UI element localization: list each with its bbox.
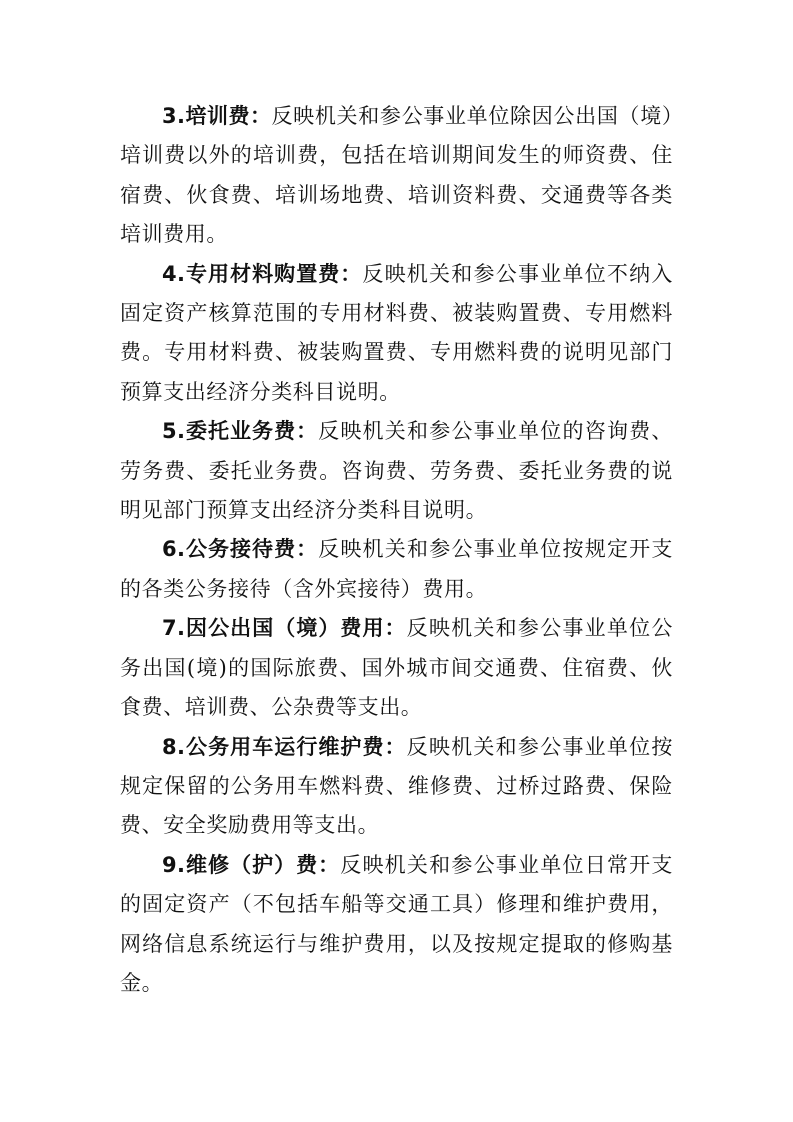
document-page <box>120 97 673 1003</box>
item-description: 反映机关和参公事业单位的咨询费、劳务费、委托业务费。咨询费、劳务费、委托业务费的说明见部门预算支出经济分类科目说明。 <box>120 419 673 523</box>
item-training-fee <box>120 97 673 255</box>
item-special-materials-fee <box>120 255 673 413</box>
item-term: 3.培训费： <box>162 104 272 128</box>
item-description: 反映机关和参公事业单位日常开支的固定资产（不包括车船等交通工具）修理和维护费用，网络信息系统运行与维护费用，以及按规定提取的修购基金。 <box>120 852 673 995</box>
item-entrusted-business-fee <box>120 412 673 530</box>
item-term: 4.专用材料购置费： <box>162 261 363 286</box>
item-term: 9.维修（护）费： <box>162 852 341 877</box>
item-overseas-travel-fee <box>120 609 673 727</box>
item-term: 6.公务接待费： <box>162 537 319 562</box>
item-official-vehicle-fee <box>120 728 673 846</box>
item-term: 7.因公出国（境）费用： <box>162 616 407 641</box>
item-description: 反映机关和参公事业单位按规定开支的各类公务接待（含外宾接待）费用。 <box>120 537 673 601</box>
item-description: 反映机关和参公事业单位公务出国(境)的国际旅费、国外城市间交通费、住宿费、伙食费、培训费、公杂费等支出。 <box>120 616 673 720</box>
item-term: 8.公务用车运行维护费： <box>162 734 407 759</box>
item-description: 反映机关和参公事业单位除因公出国（境）培训费以外的培训费，包括在培训期间发生的师资费、住宿费、伙食费、培训场地费、培训资料费、交通费等各类培训费用。 <box>120 104 673 247</box>
item-description: 反映机关和参公事业单位按规定保留的公务用车燃料费、维修费、过桥过路费、保险费、安全奖励费用等支出。 <box>120 734 673 838</box>
item-description: 反映机关和参公事业单位不纳入固定资产核算范围的专用材料费、被装购置费、专用燃料费。专用材料费、被装购置费、专用燃料费的说明见部门预算支出经济分类科目说明。 <box>120 261 673 404</box>
item-official-reception-fee <box>120 530 673 609</box>
item-term: 5.委托业务费： <box>162 419 319 444</box>
item-maintenance-fee <box>120 846 673 1004</box>
